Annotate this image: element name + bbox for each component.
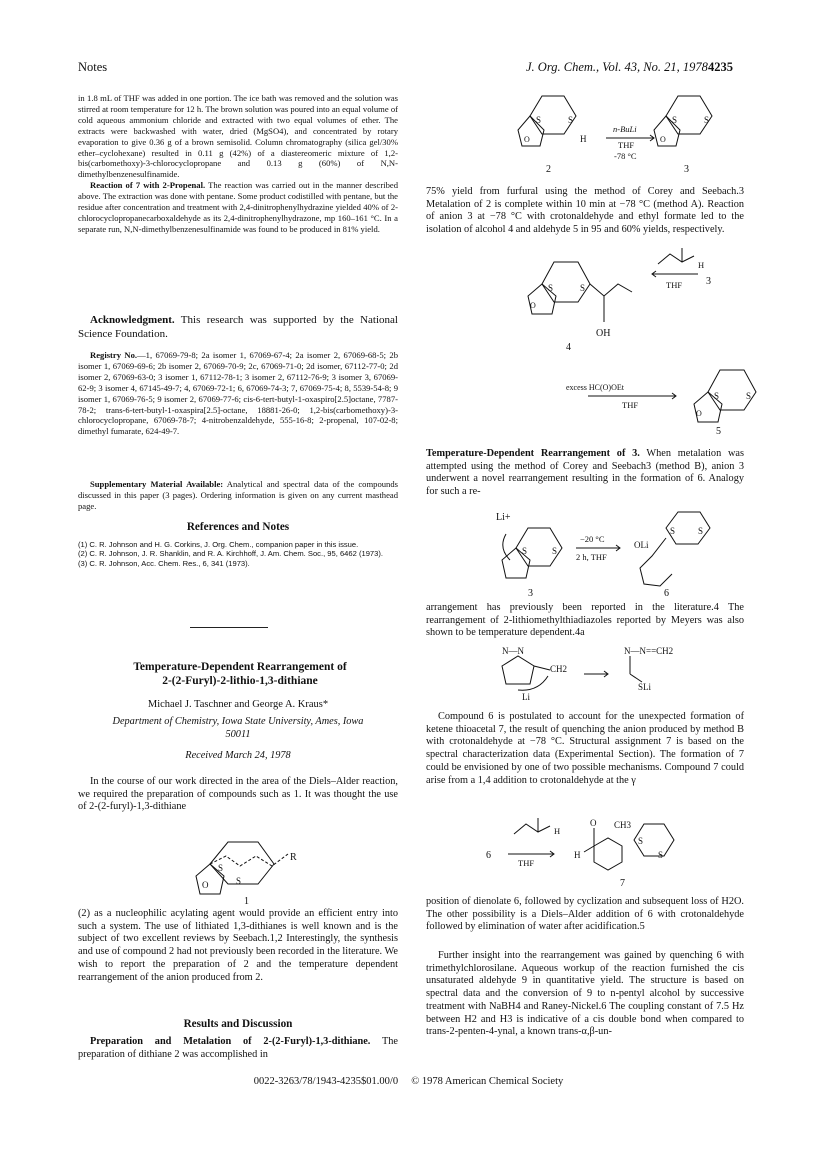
page-number: 4235	[708, 60, 733, 74]
svg-text:Li: Li	[522, 692, 530, 702]
right-paragraph-6	[426, 950, 744, 1039]
svg-text:S: S	[552, 546, 558, 556]
prep-body: The preparation of dithiane 2 was accomplished in	[78, 1036, 398, 1060]
svg-text:SLi: SLi	[638, 682, 652, 692]
supp-body: Analytical and spectral data of the compounds discussed in this paper (3 pages). Ordering information is given on any current masthead page.	[78, 479, 398, 511]
references-heading: References and Notes	[186, 521, 290, 533]
intro-text: In the course of our work directed in the area of the Diels–Alder reaction, we required the preparation of compounds such as 1. It was thought the use of 2-(2-furyl)-1,3-dithiane	[78, 776, 398, 813]
svg-text:CH2: CH2	[550, 664, 568, 674]
journal-citation	[526, 60, 708, 75]
sulfur-label: S	[236, 876, 242, 886]
solvent-label: THF	[622, 400, 639, 410]
svg-text:H: H	[698, 260, 705, 270]
supp-title: Supplementary Material Available:	[90, 479, 224, 489]
svg-text:O: O	[660, 135, 666, 144]
compound-label: 2	[546, 164, 551, 175]
compound-label: 1	[244, 896, 249, 907]
temperature-label: −20 °C	[580, 534, 605, 544]
ack-title: Acknowledgment.	[90, 314, 175, 326]
reagent-label: n-BuLi	[613, 124, 637, 134]
prep-title: Preparation and Metalation of 2-(2-Furyl)-1,3-dithiane.	[90, 1036, 371, 1047]
scheme-thiadiazole	[488, 644, 728, 704]
reaction-7-title: Reaction of 7 with 2-Propenal.	[90, 180, 206, 191]
dithiane-ring	[542, 262, 590, 302]
thiadiazole-ring	[502, 656, 534, 684]
svg-text:S: S	[670, 526, 676, 536]
svg-text:H: H	[574, 850, 581, 860]
right-paragraph-4	[426, 711, 744, 787]
lithium-label: Li+	[496, 512, 511, 523]
right-paragraph-5	[426, 896, 744, 934]
running-head-section: Notes	[78, 60, 108, 74]
paragraph-2	[78, 908, 398, 984]
compound-label: 6	[664, 588, 669, 599]
curved-arrow	[518, 676, 548, 690]
article-title: Temperature-Dependent Rearrangement of 2-(2-Furyl)-2-lithio-1,3-dithiane	[133, 661, 347, 687]
dithiane-ring	[708, 370, 756, 410]
right-paragraph-1	[426, 186, 744, 237]
right-paragraph-3-text: arrangement has previously been reported in the literature.4 The rearrangement of 2-lithiomethylthiadiazoles reported by Meyers was also shown to be temperature dependent.4a	[426, 602, 744, 639]
article-authors: Michael J. Taschner and George A. Kraus*	[147, 699, 329, 710]
scheme-ketene-thioacetal	[484, 814, 744, 890]
enolate-label: OLi	[634, 540, 649, 550]
copyright-notice: © 1978 American Chemical Society	[411, 1076, 564, 1087]
paragraph-continued: in 1.8 mL of THF was added in one portion. The ice bath was removed and the solution was stirred at room temperature for 12 h. The brown solution was poured into an equal volume of cold aqueous ammonium chloride and extracted with two equal volumes of ether. The extracts were backwashed with water, dried (MgSO4), and concentrated by rotary evaporation to give 0.36 g of a brown semisolid. Column chromatography (silica gel/30% ether–cyclohexane) resulted in 0.11 g (42%) of a diastereomeric mixture of 1,2-bis(carbomethoxy)-3-chlorocyclopropane and 0.13 g (60%) of N,N-dimethylbenzenesulfinamide.	[78, 93, 398, 180]
intro-paragraph	[78, 776, 398, 814]
article-affiliation: Department of Chemistry, Iowa State University, Ames, Iowa 50011	[112, 716, 364, 740]
section-divider	[190, 627, 268, 628]
svg-text:S: S	[714, 391, 720, 401]
sulfur-label: S	[218, 863, 224, 873]
svg-text:H: H	[580, 134, 587, 144]
preparation-paragraph	[78, 1036, 398, 1061]
r-group-label: R	[290, 852, 297, 863]
registry-body: —1, 67069-79-8; 2a isomer 1, 67069-67-4; 2a isomer 2, 67069-68-5; 2b isomer 1, 67069-69-6; 2b isomer 2, 67069-70-9; 2c, 67069-71-0; 2d isomer, 67112-77-0; 2d isomer 2, 67069-63-0; 3 isomer 1, 67112-78-1; 3 isomer 2, 67112-76-9; 3 isomer 3, 67069-62-9; 3 isomer 4, 67145-49-7; 4, 67069-72-1; 6, 67069-74-3; 7, 67069-75-4; 8, 5539-54-8; 9 isomer 1, 67069-76-5; 9 isomer 2, 67069-77-6; cis-6-tert-butyl-1-oxaspiro[2.5]octane, 7787-78-2; trans-6-tert-butyl-1-oxaspira[2.5]-octane, 18881-26-0; 1,2-bis(carbomethoxy)-3-chlorocyclopropane, 67069-78-7; 4-nitrobenzaldehyde, 555-16-8; 2-propenal, 107-02-8; dimethyl fumarate, 624-49-7.	[78, 350, 399, 437]
temp-rearrangement-paragraph	[426, 448, 744, 499]
results-heading: Results and Discussion	[183, 1018, 293, 1030]
right-paragraph-2	[426, 448, 744, 499]
compound-label: 7	[620, 878, 625, 889]
registry-title: Registry No.	[90, 350, 138, 360]
scheme-rearrangement	[476, 504, 716, 600]
acknowledgment	[78, 314, 398, 341]
received-date: Received March 24, 1978	[185, 750, 291, 761]
svg-text:S: S	[698, 526, 704, 536]
svg-text:S: S	[638, 836, 644, 846]
solvent-label: THF	[666, 280, 683, 290]
svg-text:N—N: N—N	[502, 646, 524, 656]
registry-numbers	[78, 350, 398, 437]
right-paragraph-3	[426, 602, 744, 640]
reaction-7-body: The reaction was carried out in the manner described above. The extraction was done with pentane. Some product codistilled with pentane, but the residue after concentration and treatment with 2,4-dinitrophenylhydrazine yielded 40% of 2-chlorocyclopropanecarboxaldehyde as its 2,4-dinitrophenylhydrazone, mp 160–161 °C. In a separate run, N,N-dimethylbenzenesulfinamide was found to be produced in 81% yield.	[78, 180, 398, 234]
journal-name: J. Org. Chem., Vol. 43, No. 21, 1978	[526, 60, 708, 74]
svg-text:S: S	[580, 283, 586, 293]
reference-item: (1) C. R. Johnson and H. G. Corkins, J. Org. Chem., companion paper in this issue.	[78, 540, 359, 549]
solvent-label: THF	[518, 858, 535, 868]
svg-text:S: S	[704, 115, 710, 125]
temp-body: When metalation was attempted using the method of Corey and Seebach3 (method B), anion 3 underwent a novel rearrangement resulting in the formation of 6. Analogy for such a re-	[426, 448, 744, 498]
svg-text:H: H	[554, 826, 561, 836]
compound-label: 4	[566, 342, 571, 353]
compound-label: 3	[684, 164, 689, 175]
svg-text:CH3: CH3	[614, 820, 632, 830]
svg-text:O: O	[524, 135, 530, 144]
temperature-label: -78 °C	[614, 151, 637, 161]
supplementary-material	[78, 479, 398, 512]
scheme-alcohol-4	[508, 244, 718, 354]
compound-label: 3	[528, 588, 533, 599]
scheme-aldehyde-5	[508, 352, 758, 438]
compound-label: 3	[706, 276, 711, 287]
svg-text:O: O	[590, 818, 597, 828]
svg-text:S: S	[548, 283, 554, 293]
ring	[594, 838, 622, 870]
svg-text:S: S	[672, 115, 678, 125]
ack-body: This research was supported by the National Science Foundation.	[78, 314, 398, 340]
article-code: 0022-3263/78/1943-4235$01.00/0	[253, 1076, 399, 1087]
references-list	[78, 540, 396, 568]
paragraph-reaction-7	[78, 180, 398, 235]
svg-text:S: S	[522, 546, 528, 556]
compound-label: 5	[716, 426, 721, 437]
reference-item: (2) C. R. Johnson, J. R. Shanklin, and R. A. Kirchhoff, J. Am. Chem. Soc., 95, 6462 (1973).	[78, 549, 384, 559]
footer	[0, 1076, 817, 1087]
compound-label: 6	[486, 850, 491, 861]
svg-text:O: O	[696, 409, 702, 418]
scheme-metalation	[510, 86, 750, 178]
solvent-label: THF	[618, 140, 635, 150]
oxygen-label: O	[202, 880, 209, 890]
svg-text:S: S	[658, 850, 664, 860]
right-paragraph-4-text: Compound 6 is postulated to account for the unexpected formation of ketene thioacetal 7, the result of quenching the anion produced by method B with crotonaldehyde at −78 °C. Structural assignment 7 is based on the spectral characterization data (Experimental Section). The formation of 7 could be envisioned by one of two possible mechanisms. Compound 7 could arise from a 1,4 addition to crotonaldehyde at the γ	[426, 711, 744, 786]
hydroxyl-label: OH	[596, 328, 611, 339]
svg-text:S: S	[746, 391, 752, 401]
curved-arrow	[503, 534, 510, 560]
experimental-continuation	[78, 93, 398, 235]
right-paragraph-6-text: Further insight into the rearrangement was gained by quenching 6 with trimethylchlorosilane. Aqueous workup of the reaction furnished the cis unsaturated aldehyde 9 in quantitative yield. The structure is based on spectral data and the conversion of 9 to n-pentyl alcohol by successive treatment with NaBH4 and Raney-Nickel.6 The coupling constant of 7.5 Hz between H2 and H3 is indicative of a cis double bond when compared to trans-2-penten-4-ynal, a known trans-α,β-un-	[426, 950, 744, 1038]
svg-text:S: S	[536, 115, 542, 125]
reference-item: (3) C. R. Johnson, Acc. Chem. Res., 6, 341 (1973).	[78, 558, 250, 568]
svg-text:O: O	[530, 301, 536, 310]
conditions-label: 2 h, THF	[576, 552, 607, 562]
svg-text:N—N==CH2: N—N==CH2	[624, 646, 674, 656]
structure-1	[178, 826, 378, 908]
paragraph-2-text: (2) as a nucleophilic acylating agent would provide an efficient entry into such a system. The use of lithiated 1,3-dithianes is well known and is the subject of two excellent reviews by Seebach.1,2 Interestingly, the synthesis and use of compound 2 had not previously been recorded in the literature. We wish to report the preparation of 2 and the temperature dependent rearrangement of the anion produced from 2.	[78, 908, 398, 983]
right-paragraph-1-text: 75% yield from furfural using the method of Corey and Seebach.3 Metalation of 2 is complete within 10 min at −78 °C (method A). Reaction of anion 3 at −78 °C with crotonaldehyde and ethyl formate led to the isolation of alcohol 4 and aldehyde 5 in 95 and 60% yields, respectively.	[426, 186, 744, 236]
reagent-label: excess HC(O)OEt	[566, 383, 624, 392]
right-paragraph-5-text: position of dienolate 6, followed by cyclization and subsequent loss of H2O. The other possibility is a Diels–Alder addition of 6 with crotonaldehyde followed by elimination of water after acidification.5	[426, 896, 744, 933]
temp-title: Temperature-Dependent Rearrangement of 3.	[426, 448, 640, 459]
svg-text:S: S	[568, 115, 574, 125]
